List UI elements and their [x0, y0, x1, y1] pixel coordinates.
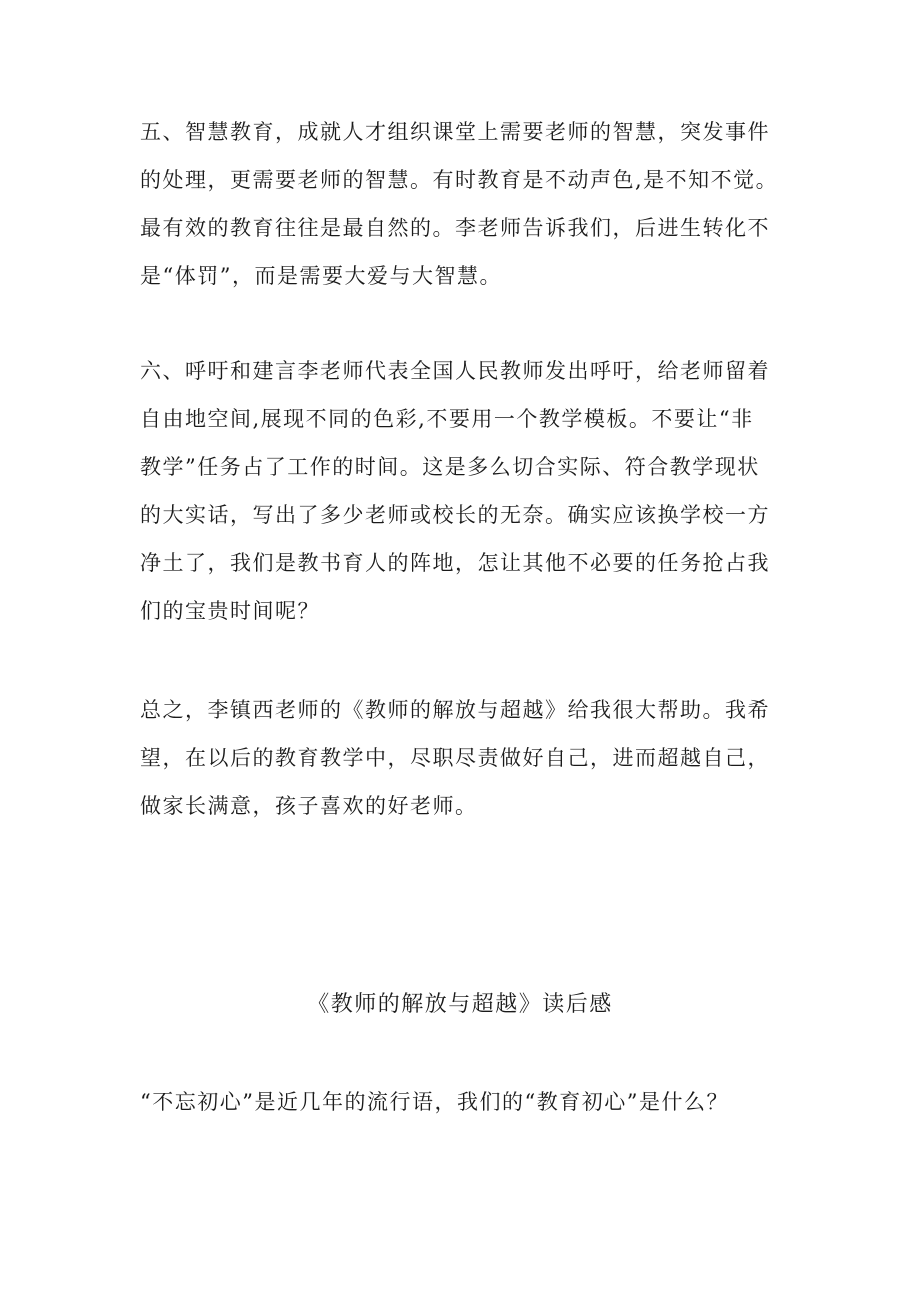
paragraph-line: 总之，李镇西老师的《教师的解放与超越》给我很大帮助。我希 [140, 698, 770, 722]
paragraph-line: 们的宝贵时间呢？ [140, 599, 320, 623]
essay-intro-line: “不忘初心”是近几年的流行语，我们的“教育初心”是什么？ [140, 1090, 729, 1114]
paragraph-line: 的处理，更需要老师的智慧。有时教育是不动声色,是不知不觉。 [140, 168, 779, 192]
paragraph-line: 最有效的教育往往是最自然的。李老师告诉我们，后进生转化不 [140, 216, 770, 240]
essay-title: 《教师的解放与超越》读后感 [307, 992, 613, 1017]
paragraph-line: 净土了，我们是教书育人的阵地，怎让其他不必要的任务抢占我 [140, 551, 770, 575]
paragraph-line: 的大实话，写出了多少老师或校长的无奈。确实应该换学校一方 [140, 503, 770, 527]
paragraph-line: 是“体罚”，而是需要大爱与大智慧。 [140, 264, 502, 288]
paragraph-line: 五、智慧教育，成就人才组织课堂上需要老师的智慧，突发事件 [140, 120, 770, 144]
paragraph-section-five [140, 108, 800, 300]
paragraph-section-six [140, 347, 800, 635]
paragraph-line: 教学”任务占了工作的时间。这是多么切合实际、符合教学现状 [140, 455, 760, 479]
paragraph-line: 做家长满意，孩子喜欢的好老师。 [140, 794, 478, 818]
paragraph-conclusion [140, 686, 800, 830]
paragraph-line: 六、呼吁和建言李老师代表全国人民教师发出呼吁，给老师留着 [140, 359, 770, 383]
paragraph-line: 自由地空间,展现不同的色彩,不要用一个教学模板。不要让“非 [140, 407, 754, 431]
paragraph-line: 望，在以后的教育教学中，尽职尽责做好自己，进而超越自己， [140, 746, 770, 770]
